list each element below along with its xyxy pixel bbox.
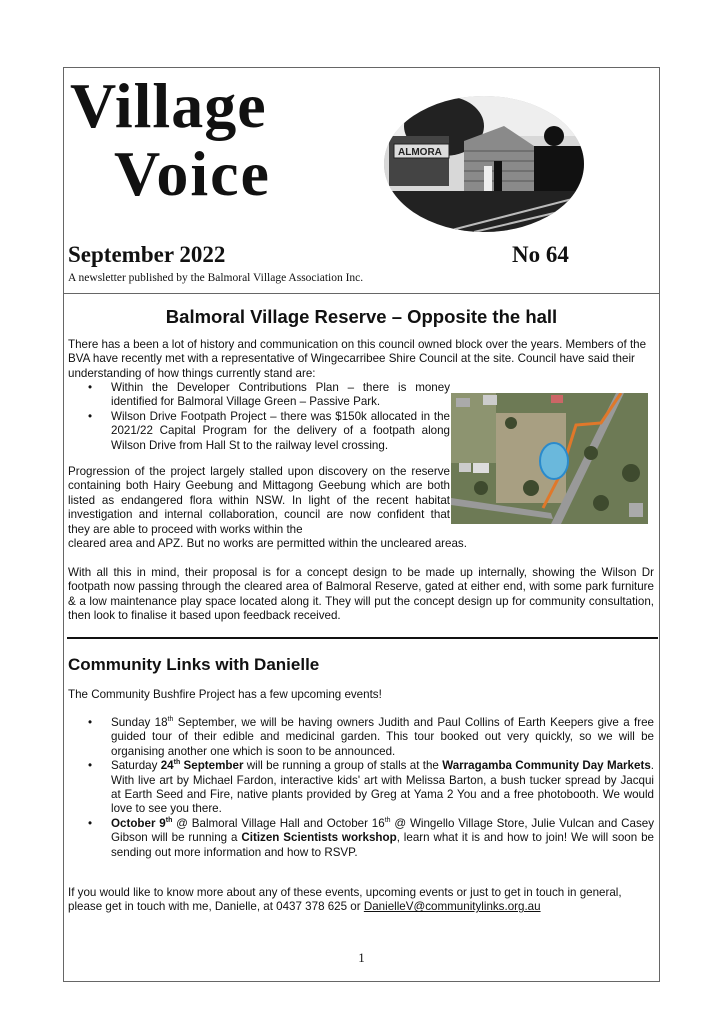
tagline: A newsletter published by the Balmoral Village Association Inc.	[68, 272, 364, 284]
section-divider	[67, 637, 658, 639]
ordinal-suffix: th	[173, 759, 181, 767]
reserve-concept-paragraph: With all this in mind, their proposal is for a concept design to be made up internally, showing the Wilson Dr footpath now passing through the cleared area of Balmoral Reserve, gated at either end, with some park furniture & a low maintenance play space located along it. They will put the concept design up for community consultation, then look to finalise it based upon feedback received.	[68, 566, 654, 623]
reserve-aerial-map-illustration	[451, 393, 648, 524]
list-item	[68, 381, 450, 410]
bullet-icon: •	[88, 381, 93, 394]
bullet-icon: •	[88, 759, 93, 773]
event-text: Sunday 18	[111, 716, 168, 729]
event-date-bold: 24	[160, 759, 174, 773]
reserve-aerial-map	[451, 393, 648, 524]
community-bushfire-intro: The Community Bushfire Project has a few upcoming events!	[68, 688, 382, 701]
section-title-community-links: Community Links with Danielle	[68, 655, 320, 674]
contact-email-link[interactable]: DanielleV@communitylinks.org.au	[363, 900, 541, 914]
event-text: , learn what it is and how to join! We will soon be sending out more information and how to RSVP.	[111, 831, 654, 859]
event-text: will be running a group of stalls at the	[243, 759, 443, 773]
list-item	[68, 410, 450, 453]
bullet-icon: •	[88, 409, 93, 423]
reserve-progression-paragraph: Progression of the project largely stalled upon discovery on the reserve containing both Hairy Geebung and Mittagong Geebung which are both listed as endangered flora within NSW. In light of the recent habitat investigation and internal collaboration, council are now confident that they are able to proceed with works within the	[68, 465, 450, 536]
bullet-icon: •	[88, 816, 93, 830]
reserve-bullet-list	[68, 381, 450, 453]
event-text: September, we will be having owners Judith and Paul Collins of Earth Keepers give a free guided tour of their edible and medicinal garden. This tour booked out very quickly, so we will be organising another one which is soon to be announced.	[111, 716, 654, 758]
event-date-bold: September	[180, 759, 244, 773]
railway-station-photo-illustration	[384, 96, 584, 232]
event-venue-bold: Warragamba Community Day Markets	[442, 759, 651, 773]
event-text: @ Balmoral Village Hall and October 16	[172, 816, 385, 830]
event-workshop-bold: Citizen Scientists workshop	[241, 831, 397, 845]
event-date-bold: October 9	[111, 816, 166, 830]
header-divider	[64, 293, 659, 294]
event-text: . With live art by Michael Fardon, interactive kids' art with Melissa Barton, a bush tucker spread by Jacqui at Earth Seed and Fire, native plants provided by Greg at Yama 2 You and a free photobooth. We would love to see you there.	[111, 759, 654, 816]
masthead-title-line2: Voice	[114, 138, 271, 209]
page-number: 1	[358, 950, 365, 965]
railway-station-photo	[384, 96, 584, 232]
bullet-text: Within the Developer Contributions Plan – there is money identified for Balmoral Village Green – Passive Park.	[111, 381, 450, 409]
reserve-intro-paragraph: There has a been a lot of history and communication on this council owned block over the years. Members of the BVA have recently met with a representative of Wingecarribee Shire Council at the site. Council have said their understanding of how things currently stand are:	[68, 338, 647, 380]
event-item	[68, 817, 654, 860]
event-text: @ Wingello Village Store, Julie Vulcan and Casey Gibson will be running a	[111, 816, 654, 845]
ordinal-suffix: th	[384, 816, 391, 824]
event-text: Saturday	[111, 759, 161, 773]
section-title-reserve: Balmoral Village Reserve – Opposite the hall	[165, 306, 558, 327]
issue-date: September 2022	[68, 242, 226, 267]
event-item	[68, 716, 654, 759]
bullet-text: Wilson Drive Footpath Project – there was $150k allocated in the 2021/22 Capital Program for the delivery of a footpath along Wilson Drive from Hall St to the railway level crossing.	[111, 409, 450, 452]
ordinal-suffix: th	[165, 816, 173, 824]
events-list	[68, 716, 654, 860]
contact-text: If you would like to know more about any of these events, upcoming events or just to get in touch in general, please get in touch with me, Danielle, at 0437 378 625 or	[68, 886, 622, 914]
ordinal-suffix: th	[167, 716, 174, 724]
masthead-title	[70, 72, 271, 208]
reserve-progression-paragraph-end: cleared area and APZ. But no works are permitted within the uncleared areas.	[68, 537, 467, 550]
newsletter-page	[63, 67, 660, 982]
masthead-title-line1: Village	[70, 70, 267, 141]
station-sign-text: ALMORA	[398, 147, 442, 158]
bullet-icon: •	[88, 716, 93, 729]
contact-paragraph	[68, 886, 654, 915]
event-item	[68, 759, 654, 817]
issue-number: No 64	[512, 242, 569, 267]
